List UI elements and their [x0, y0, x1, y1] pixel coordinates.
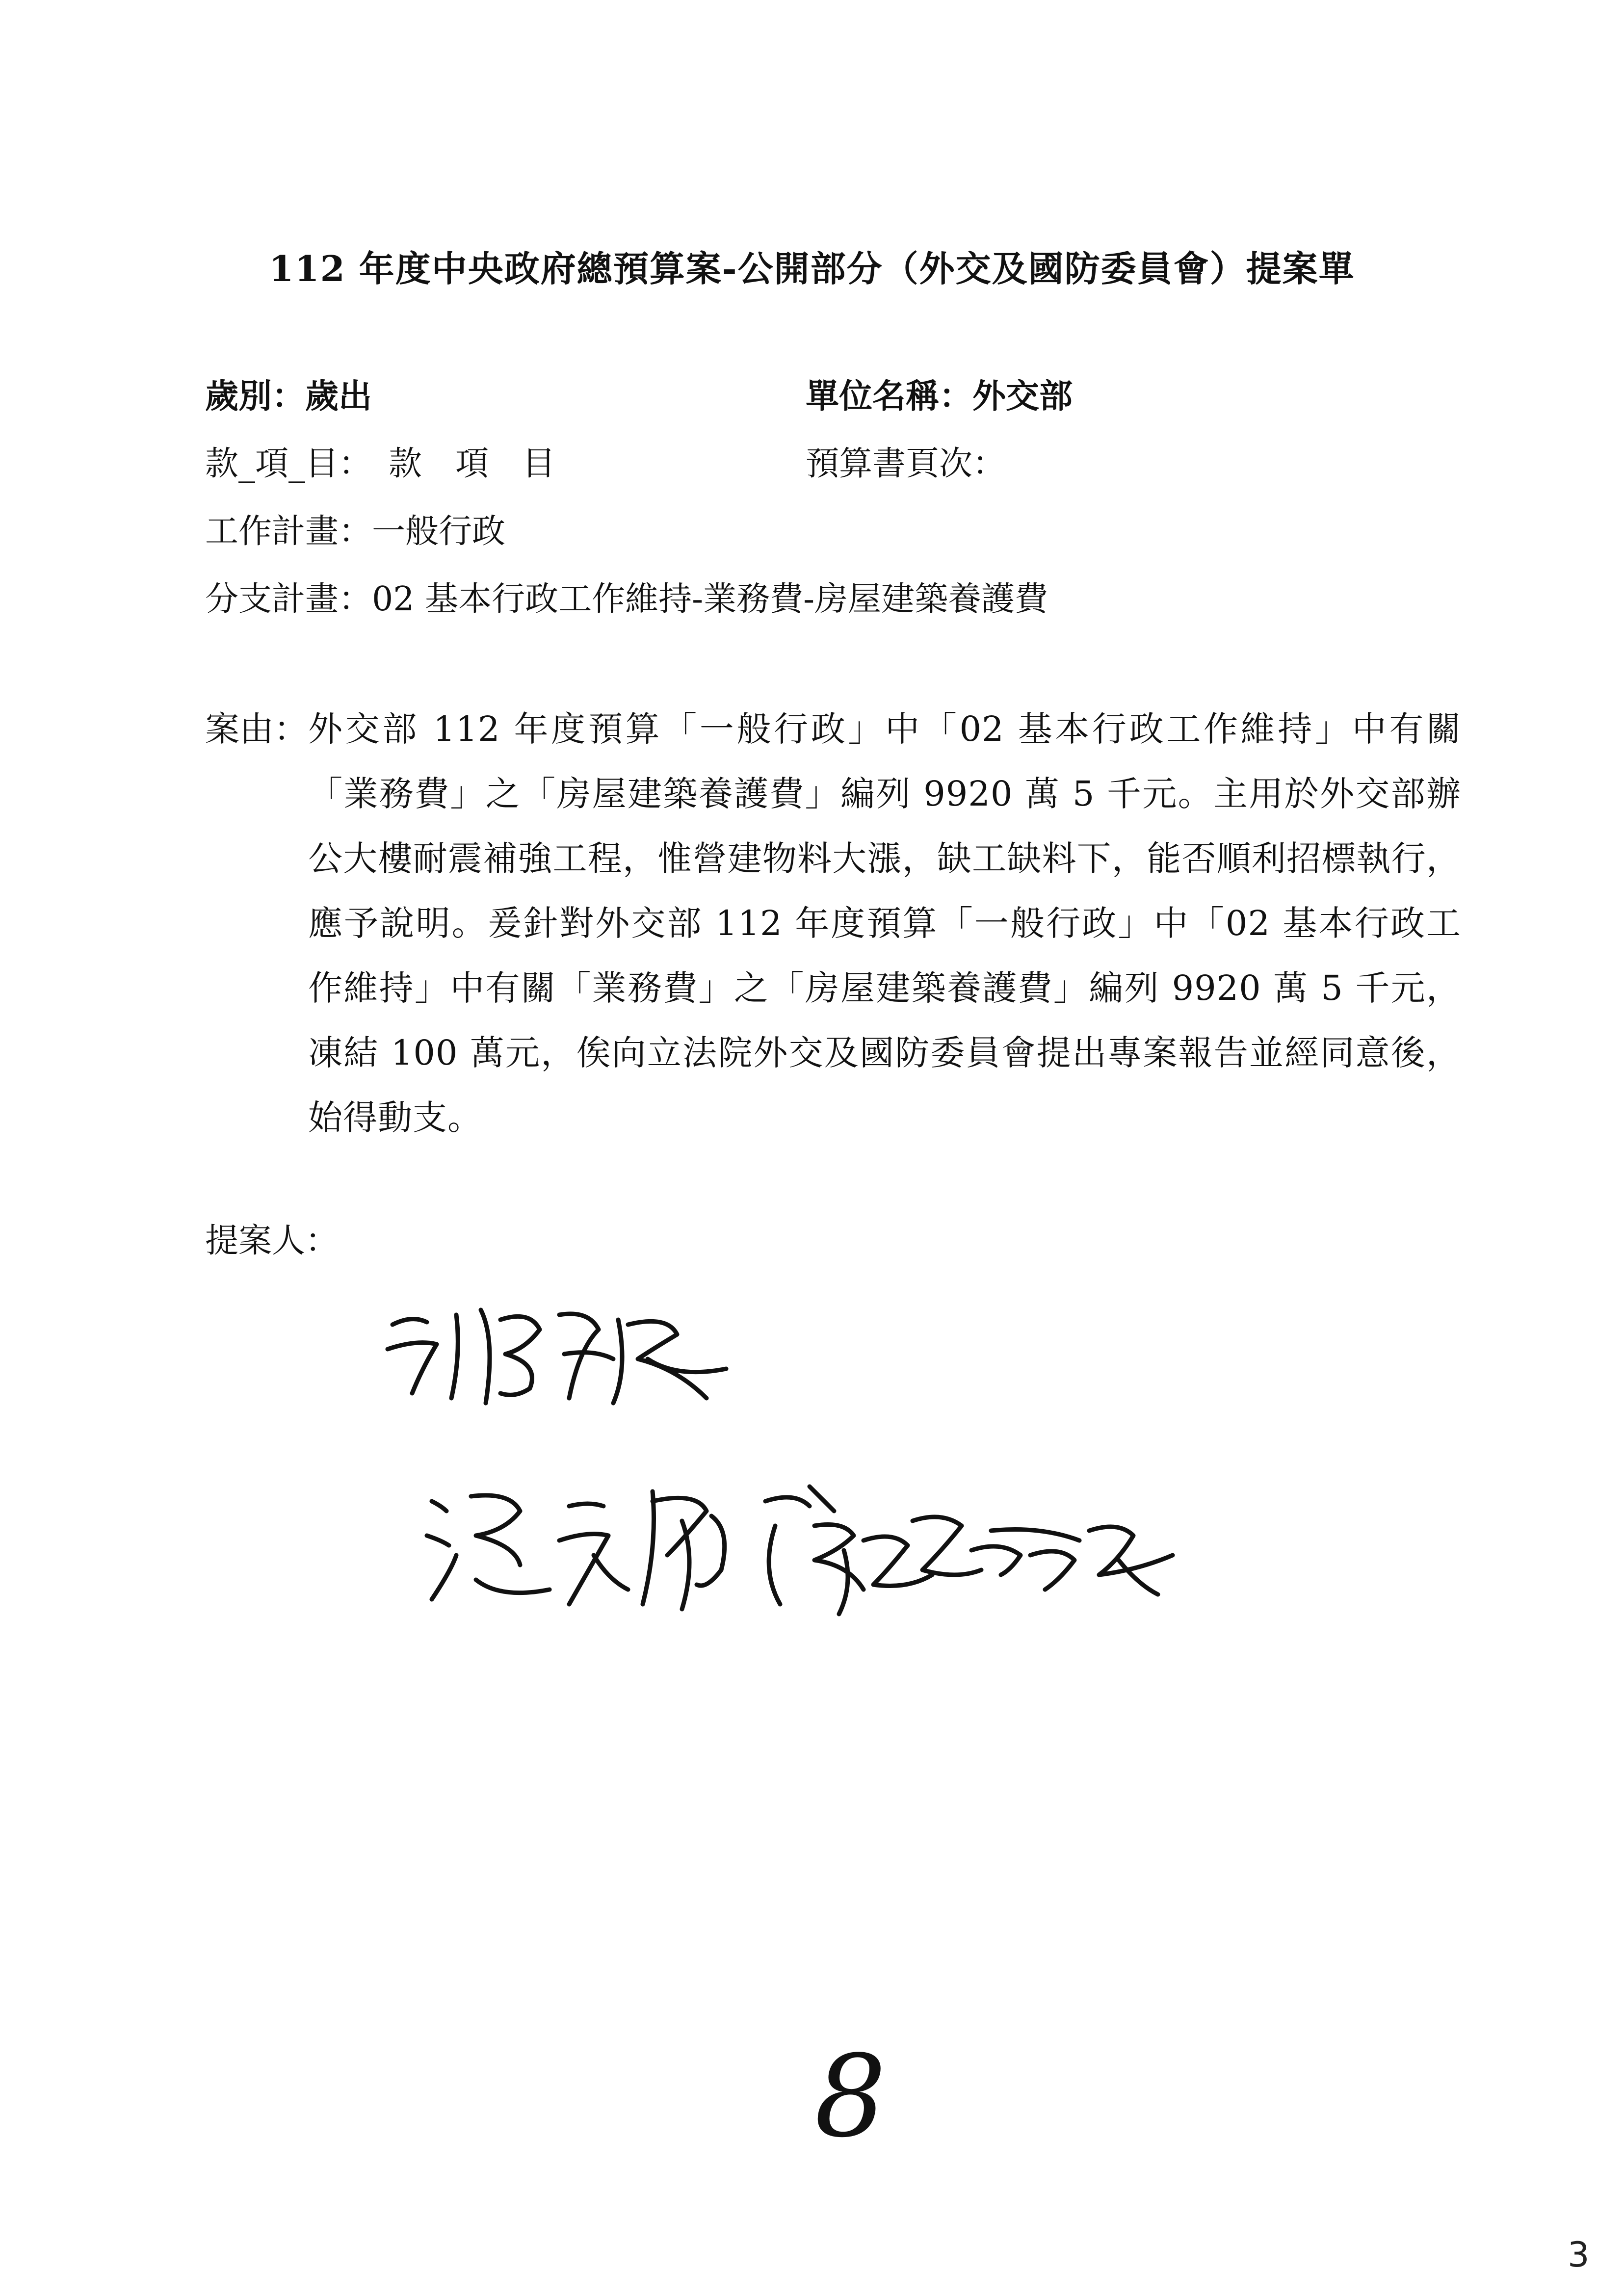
case-label: 案由： [205, 709, 308, 749]
sub-plan-field: 分支計畫：02 基本行政工作維持-業務費-房屋建築養護費 [205, 580, 1048, 619]
budget-page-ref-field: 預算書頁次： [806, 444, 1006, 483]
category-field: 歲別：歲出 [205, 377, 372, 416]
corner-page-number: 3 [1568, 2235, 1590, 2275]
document-title: 112 年度中央政府總預算案-公開部分（外交及國防委員會）提案單 [269, 248, 1355, 289]
item-field: 款_項_目： 款 項 目 [205, 444, 556, 483]
signature-1 [383, 1295, 746, 1413]
case-text: 外交部 112 年度預算「一般行政」中「02 基本行政工作維持」中有關「業務費」之「房屋建築養護費」編列 9920 萬 5 千元。主用於外交部辦公大樓耐震補強工程，惟營建物料大漲，缺工缺料下，能否順利招標執行，應予說明。爰針對外交部 112 年度預算「一般行政」中「02 基本行政工作維持」中有關「業務費」之「房屋建築養護費」編列 9920 萬 5 千元，凍結 100 萬元，俟向立法院外交及國防委員會提出專案報告並經同意後，始得動支。 [308, 709, 1461, 1138]
handwritten-page-number: 8 [814, 2032, 887, 2163]
signature-2 [422, 1472, 1187, 1629]
proposer-label: 提案人： [205, 1222, 339, 1260]
work-plan-field: 工作計畫：一般行政 [205, 512, 506, 551]
unit-name-field: 單位名稱：外交部 [806, 377, 1073, 416]
